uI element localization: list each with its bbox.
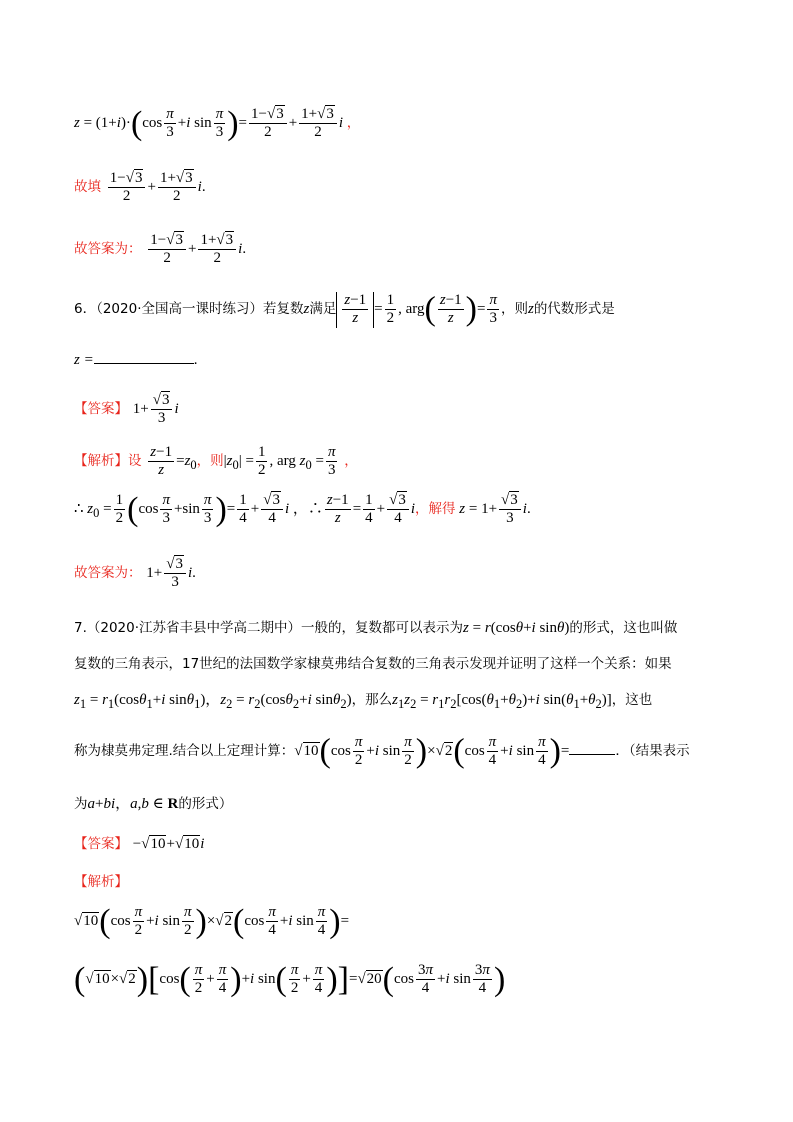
- answer-blank: [94, 362, 194, 364]
- var-z: z: [74, 115, 80, 132]
- fill-answer-line: 故填 $\frac{1-√3}{2}$ + $\frac{1+√3}{2}$ i.: [74, 170, 206, 205]
- analysis-6-line-2: ∴ $z_0$ = $\frac{1}{2}$ (cos $\frac{\pi}{3}$ +sin $\frac{\pi}{3}$ )= $\frac{1}{4}$ + $\frac{√3}{4}$ i ，∴ $\frac{z-1}{z}$ = $\frac{1}{4}$ + $\frac{√3}{4}$ i，解得 z = 1+ $\frac{√3}{3}$ i.: [74, 490, 531, 528]
- question-7-line-1: 7.（2020·江苏省丰县中学高二期中）一般的，复数都可以表示为z = r(cosθ+i sinθ)的形式，这也叫做: [74, 620, 678, 636]
- analysis-7-tag: 【解析】: [74, 874, 128, 890]
- analysis-7-line-1: √10(cos $\frac{\pi}{2}$ +i sin $\frac{\pi}{2}$ )×√2(cos $\frac{\pi}{4}$ +i sin $\frac{\pi}{4}$ )=: [74, 902, 350, 940]
- final-answer-6: 故答案为： 1+ $\frac{√3}{3}$ i.: [74, 556, 196, 591]
- answer-7: 【答案】 −√10+√10i: [74, 836, 205, 852]
- answer-tag: 【答案】: [74, 401, 128, 418]
- analysis-tag: 【解析】: [74, 453, 128, 470]
- fraction: $\frac{\pi}{3}$: [166, 106, 174, 141]
- question-7-line-4: 称为棣莫弗定理.结合以上定理计算：√10(cos $\frac{\pi}{2}$ +i sin $\frac{\pi}{2}$ )×√2(cos $\frac{\pi}{4}$ +i sin $\frac{\pi}{4}$ )= ．（结果表示: [74, 732, 690, 770]
- answer-6: 【答案】 1+ $\frac{√3}{3}$ i: [74, 392, 179, 427]
- analysis-7-line-2: (√10×√2)[cos( $\frac{\pi}{2}$ + $\frac{\pi}{4}$ )+i sin( $\frac{\pi}{2}$ + $\frac{\pi}{4}$ )]=√20(cos $\frac{3\pi}{4}$ +i sin $\frac{3\pi}{4}$ ): [74, 960, 506, 998]
- final-answer-line-5: 故答案为： $\frac{1-√3}{2}$ + $\frac{1+√3}{2}$ i.: [74, 232, 247, 267]
- question-7-line-3: $z_1 = r_1(\cos\theta_1+i$ sinθ$_1$)，$z_2 = r_2(\cos\theta_2+i$ sinθ$_2$)，那么$z_1z_2 = r_1r_2[\cos(\theta_1+\theta_2)+i$ $\sin(\theta_1+\theta_2)$]，这也: [74, 692, 653, 711]
- question-7-line-5: 为a+bi，a,b ∈ R的形式）: [74, 796, 233, 812]
- question-6-blank: z = .: [74, 352, 198, 368]
- final-answer-label: 故答案为：: [74, 241, 142, 258]
- question-6: 6．（2020·全国高一课时练习）若复数z满足 $\frac{z-1}{z}$ = $\frac{1}{2}$ , arg( $\frac{z-1}{z}$ )= $\frac{\pi}{3}$ ，则z的代数形式是: [74, 290, 615, 328]
- question-7-line-2: 复数的三角表示，17世纪的法国数学家棣莫弗结合复数的三角表示发现并证明了这样一个关系：如果: [74, 656, 672, 672]
- solution-line-1: z = (1+i)·(cos $\frac{\pi}{3}$ +i sin $\frac{\pi}{3}$ )= $\frac{1-√3}{2}$ + $\frac{1+√3}{2}$ i ，: [74, 104, 361, 142]
- analysis-6-line-1: 【解析】设 $\frac{z-1}{z}$ $=z_0$，则$|z_0|$ = $\frac{1}{2}$ , arg $z_0$ = $\frac{\pi}{3}$ ，: [74, 444, 358, 479]
- fill-label: 故填: [74, 179, 101, 196]
